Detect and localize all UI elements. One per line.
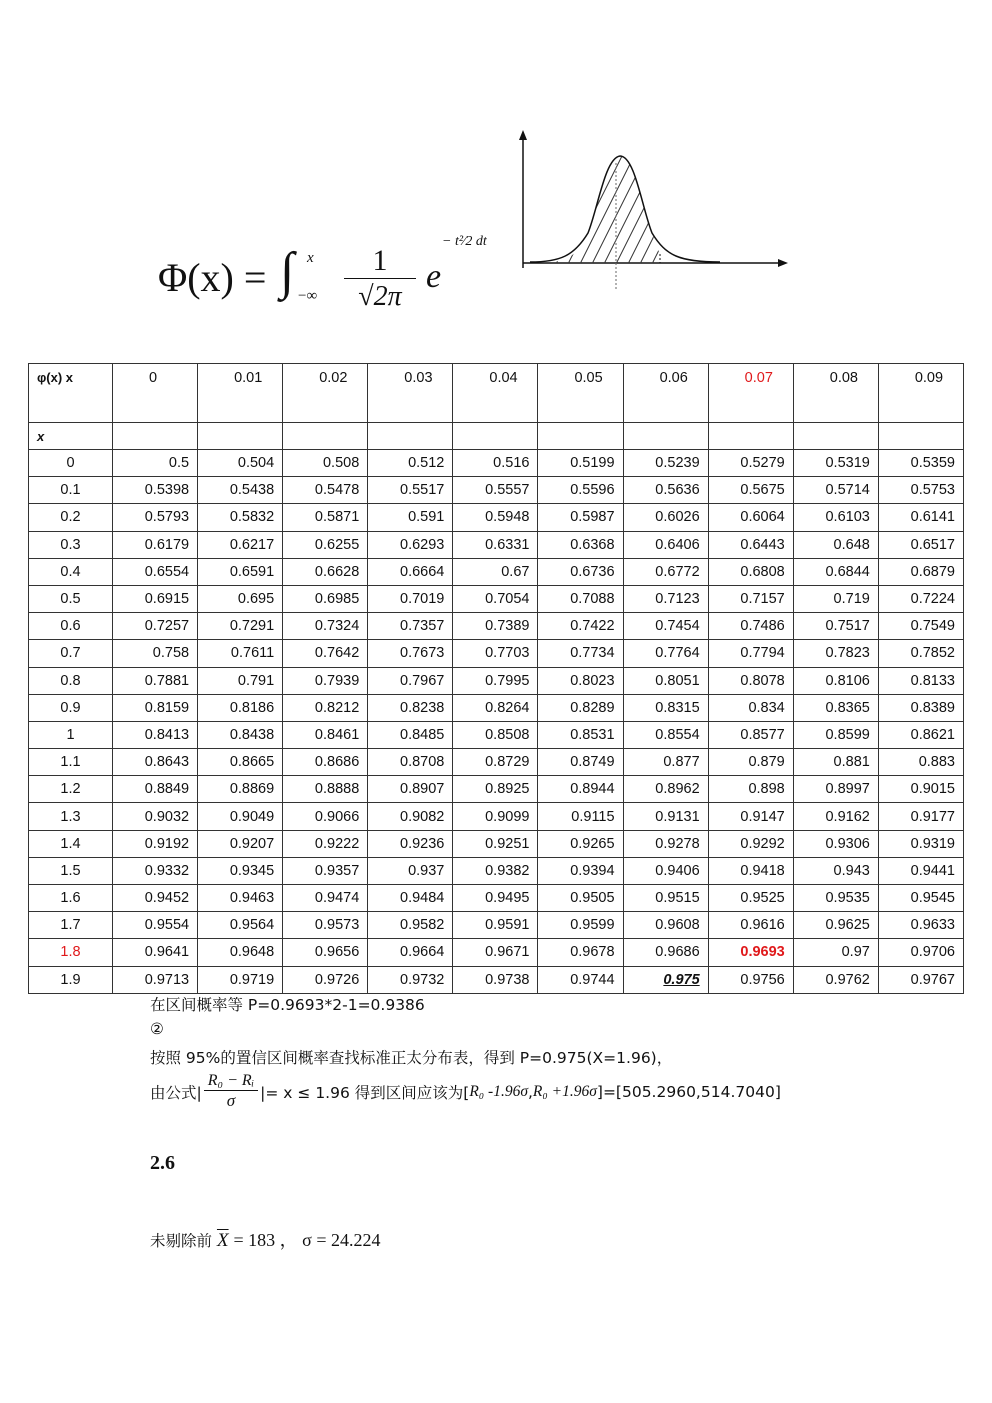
table-cell: 0.8849: [113, 776, 198, 803]
table-cell: 0.6915: [113, 585, 198, 612]
table-cell: 0.8554: [623, 721, 708, 748]
phi-formula: [152, 234, 522, 330]
row-header: 0.2: [29, 504, 113, 531]
table-cell: 0.7357: [368, 613, 453, 640]
table-cell: 0.8925: [453, 776, 538, 803]
table-cell: 0.5987: [538, 504, 623, 531]
table-cell: 0.8531: [538, 721, 623, 748]
table-cell: 0.5239: [623, 450, 708, 477]
table-cell: 0.9664: [368, 939, 453, 966]
table-cell: 0.9535: [793, 885, 878, 912]
table-cell: 0.97: [793, 939, 878, 966]
table-cell: 0.9678: [538, 939, 623, 966]
table-cell: 0.7517: [793, 613, 878, 640]
table-cell: 0.9505: [538, 885, 623, 912]
table-cell: 0.7486: [708, 613, 793, 640]
table-cell: 0.8186: [198, 694, 283, 721]
table-cell: 0.5517: [368, 477, 453, 504]
table-cell: 0.6026: [623, 504, 708, 531]
table-cell: 0.7324: [283, 613, 368, 640]
row-header: 1.3: [29, 803, 113, 830]
table-cell: 0.5319: [793, 450, 878, 477]
row-header: 1.2: [29, 776, 113, 803]
table-cell: 0.9406: [623, 857, 708, 884]
table-cell: 0.5832: [198, 504, 283, 531]
table-cell: 0.9515: [623, 885, 708, 912]
formula-numerator: 1: [372, 244, 388, 277]
table-cell: 0.6406: [623, 531, 708, 558]
table-cell: 0.7389: [453, 613, 538, 640]
table-cell: 0.9756: [708, 966, 793, 993]
row-header: 0.6: [29, 613, 113, 640]
column-header-9: 0.09: [878, 364, 963, 423]
table-cell: 0.8315: [623, 694, 708, 721]
table-cell: 0.8078: [708, 667, 793, 694]
table-cell: 0.9713: [113, 966, 198, 993]
table-cell: 0.6103: [793, 504, 878, 531]
empty-cell: [793, 423, 878, 450]
table-cell: 0.8289: [538, 694, 623, 721]
table-cell: 0.9066: [283, 803, 368, 830]
table-cell: 0.9441: [878, 857, 963, 884]
table-cell: 0.8869: [198, 776, 283, 803]
table-cell: 0.9222: [283, 830, 368, 857]
column-header-8: 0.08: [793, 364, 878, 423]
table-cell: 0.5478: [283, 477, 368, 504]
table-cell: 0.8643: [113, 749, 198, 776]
table-cell: 0.9525: [708, 885, 793, 912]
table-cell: 0.8238: [368, 694, 453, 721]
table-cell: 0.9484: [368, 885, 453, 912]
empty-cell: [283, 423, 368, 450]
row-header: 0.5: [29, 585, 113, 612]
formula-exponent: − t²⁄2 dt: [442, 234, 487, 249]
table-cell: 0.8686: [283, 749, 368, 776]
row-header: 1.7: [29, 912, 113, 939]
table-cell: 0.9015: [878, 776, 963, 803]
formula-base: e: [426, 258, 442, 295]
table-cell: 0.7995: [453, 667, 538, 694]
table-cell: 0.9693: [708, 939, 793, 966]
table-cell: 0.5199: [538, 450, 623, 477]
table-cell: 0.7939: [283, 667, 368, 694]
table-cell: 0.7703: [453, 640, 538, 667]
interval-fraction: [204, 1072, 258, 1111]
table-cell: 0.8621: [878, 721, 963, 748]
row-header: 0.8: [29, 667, 113, 694]
table-cell: 0.516: [453, 450, 538, 477]
table-subheader-row: [29, 423, 964, 450]
row-header: 0.4: [29, 558, 113, 585]
table-cell: 0.9732: [368, 966, 453, 993]
table-cell: 0.5871: [283, 504, 368, 531]
table-cell: 0.6879: [878, 558, 963, 585]
table-cell: 0.8708: [368, 749, 453, 776]
table-cell: 0.9099: [453, 803, 538, 830]
column-header-6: 0.06: [623, 364, 708, 423]
stats-line: [150, 1226, 381, 1252]
table-cell: 0.877: [623, 749, 708, 776]
table-cell: 0.9554: [113, 912, 198, 939]
table-cell: 0.8508: [453, 721, 538, 748]
table-cell: 0.9767: [878, 966, 963, 993]
table-row: [29, 885, 964, 912]
table-cell: 0.9192: [113, 830, 198, 857]
table-cell: 0.9115: [538, 803, 623, 830]
table-corner-top: φ(x) x: [29, 364, 113, 423]
table-cell: 0.6664: [368, 558, 453, 585]
table-cell: 0.9162: [793, 803, 878, 830]
table-cell: 0.9599: [538, 912, 623, 939]
table-cell: 0.9726: [283, 966, 368, 993]
stats-xbar: $\overline{X}$: [216, 1230, 229, 1251]
table-cell: 0.8997: [793, 776, 878, 803]
table-cell: 0.5636: [623, 477, 708, 504]
table-cell: 0.7673: [368, 640, 453, 667]
table-cell: 0.9394: [538, 857, 623, 884]
table-cell: 0.5675: [708, 477, 793, 504]
table-cell: 0.8461: [283, 721, 368, 748]
row-header: 0.7: [29, 640, 113, 667]
table-cell: 0.883: [878, 749, 963, 776]
table-row: [29, 504, 964, 531]
table-cell: 0.9319: [878, 830, 963, 857]
table-cell: 0.9177: [878, 803, 963, 830]
table-cell: 0.8133: [878, 667, 963, 694]
table-cell: 0.7123: [623, 585, 708, 612]
interval-mid: |= x ≤ 1.96 得到区间应该为[: [260, 1083, 470, 1102]
table-cell: 0.9278: [623, 830, 708, 857]
table-cell: 0.5279: [708, 450, 793, 477]
table-cell: 0.937: [368, 857, 453, 884]
formula-lhs: Φ(x) =: [158, 255, 267, 300]
table-cell: 0.6736: [538, 558, 623, 585]
table-cell: 0.7764: [623, 640, 708, 667]
table-cell: 0.8749: [538, 749, 623, 776]
interval-separator: ,: [527, 1082, 533, 1101]
table-cell: 0.879: [708, 749, 793, 776]
column-header-1: 0.01: [198, 364, 283, 423]
table-cell: 0.5714: [793, 477, 878, 504]
row-header: 1.6: [29, 885, 113, 912]
table-cell: 0.6844: [793, 558, 878, 585]
table-cell: 0.8159: [113, 694, 198, 721]
table-cell: 0.8389: [878, 694, 963, 721]
table-header-row: [29, 364, 964, 423]
interval-prefix: 由公式|: [150, 1083, 202, 1102]
table-cell: 0.504: [198, 450, 283, 477]
empty-cell: [113, 423, 198, 450]
table-cell: 0.8264: [453, 694, 538, 721]
table-cell: 0.9082: [368, 803, 453, 830]
table-corner-bottom: x: [29, 423, 113, 450]
table-cell: 0.6293: [368, 531, 453, 558]
table-cell: 0.834: [708, 694, 793, 721]
table-cell: 0.9452: [113, 885, 198, 912]
formula-denominator: √2π: [358, 281, 402, 312]
table-cell: 0.8051: [623, 667, 708, 694]
table-cell: 0.7454: [623, 613, 708, 640]
table-cell: 0.9545: [878, 885, 963, 912]
table-cell: 0.9686: [623, 939, 708, 966]
table-cell: 0.7549: [878, 613, 963, 640]
table-cell: 0.7422: [538, 613, 623, 640]
table-cell: 0.6628: [283, 558, 368, 585]
table-cell: 0.8907: [368, 776, 453, 803]
probability-line: 在区间概率等 P=0.9693*2-1=0.9386: [150, 996, 425, 1014]
table-cell: 0.9306: [793, 830, 878, 857]
table-cell: 0.695: [198, 585, 283, 612]
table-cell: 0.7794: [708, 640, 793, 667]
table-cell: 0.67: [453, 558, 538, 585]
table-cell: 0.8665: [198, 749, 283, 776]
table-cell: 0.8599: [793, 721, 878, 748]
table-cell: 0.898: [708, 776, 793, 803]
table-cell: 0.9625: [793, 912, 878, 939]
table-cell: 0.8413: [113, 721, 198, 748]
table-row: [29, 776, 964, 803]
table-cell: 0.9573: [283, 912, 368, 939]
table-cell: 0.9032: [113, 803, 198, 830]
table-cell: 0.9648: [198, 939, 283, 966]
stats-values: = 183 ， σ = 24.224: [233, 1230, 381, 1250]
table-cell: 0.8212: [283, 694, 368, 721]
table-row: [29, 966, 964, 993]
table-cell: 0.9049: [198, 803, 283, 830]
table-cell: 0.8106: [793, 667, 878, 694]
formula-fraction: [338, 244, 422, 315]
interval-upper: R₀ +1.96σ: [532, 1082, 597, 1100]
table-cell: 0.5359: [878, 450, 963, 477]
table-cell: 0.9706: [878, 939, 963, 966]
interval-line: [150, 1072, 781, 1111]
table-cell: 0.5596: [538, 477, 623, 504]
table-cell: 0.5793: [113, 504, 198, 531]
table-cell: 0.9418: [708, 857, 793, 884]
table-row: [29, 450, 964, 477]
column-header-2: 0.02: [283, 364, 368, 423]
table-cell: 0.6554: [113, 558, 198, 585]
column-header-5: 0.05: [538, 364, 623, 423]
table-cell: 0.9265: [538, 830, 623, 857]
table-cell: 0.975: [623, 966, 708, 993]
integral-upper: x: [307, 250, 314, 266]
table-row: [29, 531, 964, 558]
table-row: [29, 939, 964, 966]
empty-cell: [538, 423, 623, 450]
table-cell: 0.9292: [708, 830, 793, 857]
interval-lower: R₀ -1.96σ: [469, 1082, 528, 1100]
table-row: [29, 694, 964, 721]
integral-sign: ∫: [280, 243, 295, 300]
table-cell: 0.9207: [198, 830, 283, 857]
table-cell: 0.9251: [453, 830, 538, 857]
normal-distribution-table: [28, 363, 964, 994]
lookup-line: 按照 95%的置信区间概率查找标准正太分布表，得到 P=0.975(X=1.96)，: [150, 1049, 673, 1067]
table-cell: 0.8577: [708, 721, 793, 748]
table-cell: 0.9463: [198, 885, 283, 912]
row-header: 0.9: [29, 694, 113, 721]
table-cell: 0.9719: [198, 966, 283, 993]
table-cell: 0.648: [793, 531, 878, 558]
table-row: [29, 613, 964, 640]
row-header: 1.9: [29, 966, 113, 993]
interval-fraction-denominator: σ: [226, 1091, 236, 1110]
table-cell: 0.9474: [283, 885, 368, 912]
row-header: 0.1: [29, 477, 113, 504]
empty-cell: [368, 423, 453, 450]
table-cell: 0.6772: [623, 558, 708, 585]
item-marker: ②: [150, 1020, 164, 1038]
table-cell: 0.8365: [793, 694, 878, 721]
table-cell: 0.8944: [538, 776, 623, 803]
table-cell: 0.508: [283, 450, 368, 477]
table-cell: 0.758: [113, 640, 198, 667]
table-cell: 0.6368: [538, 531, 623, 558]
table-row: [29, 558, 964, 585]
table-row: [29, 749, 964, 776]
empty-cell: [453, 423, 538, 450]
table-cell: 0.9147: [708, 803, 793, 830]
table-cell: 0.7734: [538, 640, 623, 667]
table-cell: 0.9332: [113, 857, 198, 884]
table-cell: 0.9633: [878, 912, 963, 939]
table-cell: 0.6141: [878, 504, 963, 531]
table-body: [29, 450, 964, 994]
row-header: 1.4: [29, 830, 113, 857]
row-header: 1.5: [29, 857, 113, 884]
column-header-4: 0.04: [453, 364, 538, 423]
table-cell: 0.6808: [708, 558, 793, 585]
table-row: [29, 830, 964, 857]
table-cell: 0.7224: [878, 585, 963, 612]
table-cell: 0.7881: [113, 667, 198, 694]
table-cell: 0.9762: [793, 966, 878, 993]
table-cell: 0.8888: [283, 776, 368, 803]
table-row: [29, 803, 964, 830]
table-row: [29, 585, 964, 612]
table-cell: 0.8962: [623, 776, 708, 803]
table-row: [29, 857, 964, 884]
table-cell: 0.5948: [453, 504, 538, 531]
table-cell: 0.6179: [113, 531, 198, 558]
table-cell: 0.7611: [198, 640, 283, 667]
table-cell: 0.9671: [453, 939, 538, 966]
table-cell: 0.5753: [878, 477, 963, 504]
table-cell: 0.9564: [198, 912, 283, 939]
row-header: 1.8: [29, 939, 113, 966]
table-row: [29, 477, 964, 504]
column-header-0: 0: [113, 364, 198, 423]
table-row: [29, 640, 964, 667]
table-cell: 0.6517: [878, 531, 963, 558]
table-cell: 0.9744: [538, 966, 623, 993]
normal-curve-figure: [510, 128, 800, 298]
stats-prefix: 未剔除前: [150, 1232, 213, 1250]
table-cell: 0.881: [793, 749, 878, 776]
table-cell: 0.6443: [708, 531, 793, 558]
table-cell: 0.512: [368, 450, 453, 477]
empty-cell: [198, 423, 283, 450]
table-cell: 0.8438: [198, 721, 283, 748]
table-cell: 0.791: [198, 667, 283, 694]
table-cell: 0.6255: [283, 531, 368, 558]
table-cell: 0.9495: [453, 885, 538, 912]
table-row: [29, 667, 964, 694]
table-cell: 0.5557: [453, 477, 538, 504]
table-cell: 0.943: [793, 857, 878, 884]
interval-fraction-numerator: R₀ − Rᵢ: [204, 1072, 258, 1091]
table-cell: 0.7257: [113, 613, 198, 640]
table-cell: 0.5438: [198, 477, 283, 504]
table-cell: 0.7642: [283, 640, 368, 667]
table-cell: 0.5398: [113, 477, 198, 504]
empty-cell: [623, 423, 708, 450]
row-header: 1.1: [29, 749, 113, 776]
table-cell: 0.9382: [453, 857, 538, 884]
table-row: [29, 721, 964, 748]
table-cell: 0.8023: [538, 667, 623, 694]
row-header: 0: [29, 450, 113, 477]
table-cell: 0.9357: [283, 857, 368, 884]
table-cell: 0.6217: [198, 531, 283, 558]
table-cell: 0.7019: [368, 585, 453, 612]
table-cell: 0.7054: [453, 585, 538, 612]
table-cell: 0.9641: [113, 939, 198, 966]
table-cell: 0.8729: [453, 749, 538, 776]
table-cell: 0.7852: [878, 640, 963, 667]
table-cell: 0.9345: [198, 857, 283, 884]
table-cell: 0.719: [793, 585, 878, 612]
table-cell: 0.6331: [453, 531, 538, 558]
table-cell: 0.9738: [453, 966, 538, 993]
table-cell: 0.7157: [708, 585, 793, 612]
table-cell: 0.6064: [708, 504, 793, 531]
interval-result: ]=[505.2960,514.7040]: [596, 1082, 781, 1101]
table-cell: 0.7291: [198, 613, 283, 640]
column-header-7: 0.07: [708, 364, 793, 423]
table-cell: 0.8485: [368, 721, 453, 748]
table-cell: 0.9591: [453, 912, 538, 939]
empty-cell: [708, 423, 793, 450]
section-heading: 2.6: [150, 1152, 175, 1174]
table-cell: 0.9236: [368, 830, 453, 857]
table-cell: 0.7967: [368, 667, 453, 694]
table-row: [29, 912, 964, 939]
table-cell: 0.9656: [283, 939, 368, 966]
column-header-3: 0.03: [368, 364, 453, 423]
table-cell: 0.9582: [368, 912, 453, 939]
table-cell: 0.9616: [708, 912, 793, 939]
table-cell: 0.591: [368, 504, 453, 531]
table-cell: 0.9608: [623, 912, 708, 939]
table-cell: 0.5: [113, 450, 198, 477]
table-cell: 0.6591: [198, 558, 283, 585]
table-cell: 0.7088: [538, 585, 623, 612]
table-cell: 0.9131: [623, 803, 708, 830]
table-cell: 0.6985: [283, 585, 368, 612]
row-header: 1: [29, 721, 113, 748]
row-header: 0.3: [29, 531, 113, 558]
integral-lower: −∞: [298, 288, 318, 304]
empty-cell: [878, 423, 963, 450]
table-cell: 0.7823: [793, 640, 878, 667]
